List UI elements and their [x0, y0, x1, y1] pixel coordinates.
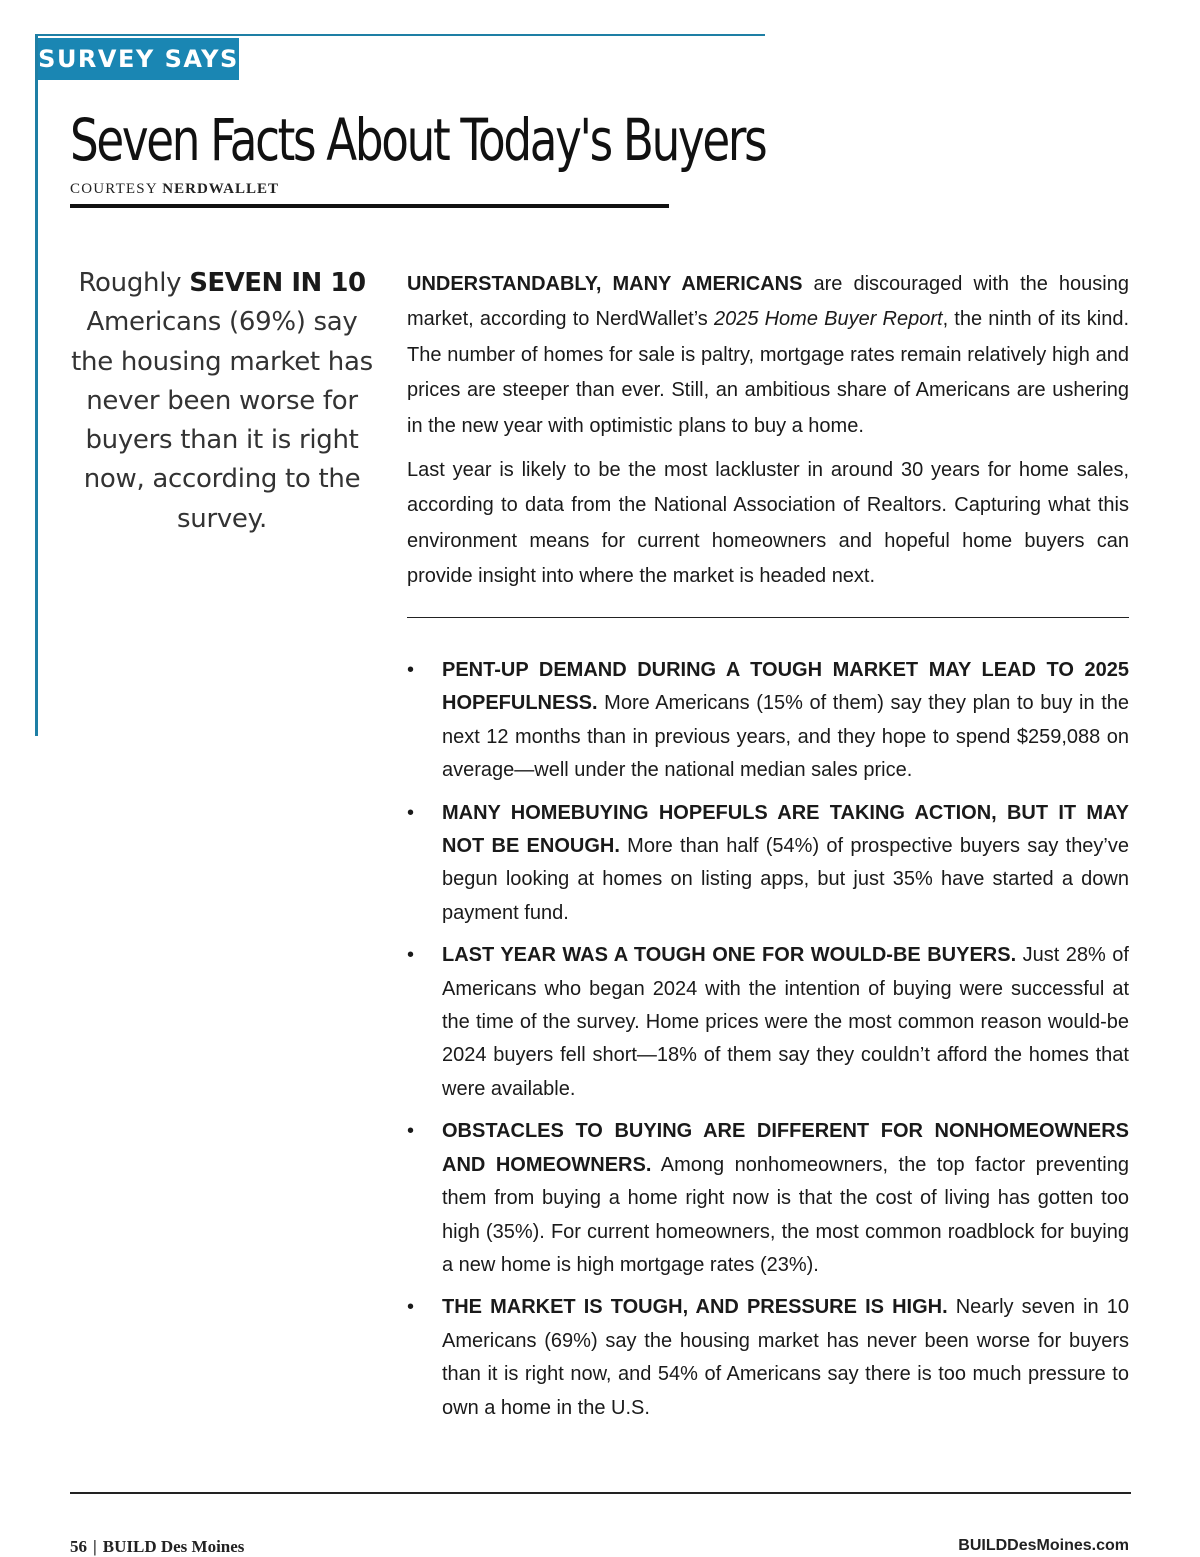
list-item	[407, 939, 1129, 1106]
intro-paragraph-2: Last year is likely to be the most lackluster in around 30 years for home sales, according to data from the National Association of Realtors. Capturing what this environment means for current homeowners and hopeful home buyers can provide insight into where the market is headed next.	[407, 459, 1129, 588]
frame-top-line	[35, 34, 765, 36]
pull-quote-highlight: SEVEN IN 10	[189, 268, 366, 298]
publication-name: BUILD Des Moines	[102, 1537, 245, 1556]
bullet-icon: •	[407, 944, 415, 967]
list-item	[407, 1291, 1129, 1425]
fact-text: More than half (54%) of prospective buyers say they’ve begun looking at homes on listing apps, but just 35% have started a down payment fund.	[442, 835, 1130, 924]
list-item	[407, 1115, 1129, 1282]
pull-quote-text: Americans (69%) say the housing market has never been worse for buyers than it is right now, according to the survey.	[71, 307, 373, 534]
frame-left-line	[35, 34, 38, 736]
report-title: 2025 Home Buyer Report	[713, 308, 943, 331]
bullet-icon: •	[407, 659, 415, 681]
website-url: BUILDDesMoines.com	[958, 1537, 1129, 1554]
footer-rule	[70, 1492, 1131, 1494]
courtesy-source: NERDWALLET	[162, 181, 279, 197]
footer-separator: |	[93, 1537, 97, 1556]
footer-folio	[70, 1537, 244, 1557]
courtesy-label: COURTESY	[70, 181, 158, 197]
intro-p1-part-b: , the ninth of its kind. The number of homes for sale is paltry, mortgage rates remain relatively high and prices are steeper than ever. Still, an ambitious share of Americans are ushering in the new year with optimistic plans to buy a home.	[407, 308, 1130, 437]
bullet-icon: •	[407, 1296, 415, 1319]
fact-text: Nearly seven in 10 Americans (69%) say the housing market has never been worse for buyers than it is right now, and 54% of Americans say there is too much pressure to own a home in the U.S.	[442, 1296, 1129, 1419]
title-rule	[70, 204, 669, 208]
section-tag: SURVEY SAYS	[38, 38, 239, 80]
fact-text: Among nonhomeowners, the top factor preventing them from buying a home right now is that the cost of living has gotten too high (35%). For current homeowners, the most common roadblock for buying a new home is high mortgage rates (23%).	[442, 1153, 1129, 1276]
intro-text	[407, 267, 1129, 604]
fact-text: More Americans (15% of them) say they plan to buy in the next 12 months than in previous years, and they hope to spend $259,088 on average—well under the national median sales price.	[442, 692, 1129, 782]
bullet-icon: •	[407, 1120, 415, 1143]
intro-paragraph-1	[407, 267, 1129, 444]
intro-lead-in: UNDERSTANDABLY, MANY AMERICANS	[407, 273, 803, 295]
fact-heading: THE MARKET IS TOUGH, AND PRESSURE IS HIGH.	[442, 1296, 948, 1319]
courtesy-line	[70, 181, 279, 198]
list-item	[407, 797, 1129, 931]
fact-heading: OBSTACLES TO BUYING ARE DIFFERENT FOR NONHOMEOWNERS AND HOMEOWNERS.	[442, 1120, 1129, 1176]
fact-heading: MANY HOMEBUYING HOPEFULS ARE TAKING ACTION, BUT IT MAY NOT BE ENOUGH.	[442, 801, 1129, 858]
page-title: Seven Facts About Today's Buyers	[70, 106, 766, 174]
fact-text: Just 28% of Americans who began 2024 with the intention of buying were successful at the time of the survey. Home prices were the most common reason would-be 2024 buyers fell short—18% of them say they couldn’t afford the homes that were available.	[442, 944, 1129, 1100]
intro-p1-part-a: are discouraged with the housing market, according to NerdWallet’s	[407, 273, 1129, 331]
pull-quote-lead: Roughly	[78, 268, 182, 298]
facts-list	[407, 654, 1129, 1434]
intro-divider	[407, 617, 1129, 618]
bullet-icon: •	[407, 801, 415, 824]
page-number: 56	[70, 1537, 87, 1556]
list-item	[407, 654, 1129, 788]
fact-heading: LAST YEAR WAS A TOUGH ONE FOR WOULD-BE BUYERS.	[442, 944, 1017, 967]
pull-quote	[62, 264, 382, 539]
fact-heading: PENT-UP DEMAND DURING A TOUGH MARKET MAY LEAD TO 2025 HOPEFULNESS.	[442, 659, 1129, 715]
